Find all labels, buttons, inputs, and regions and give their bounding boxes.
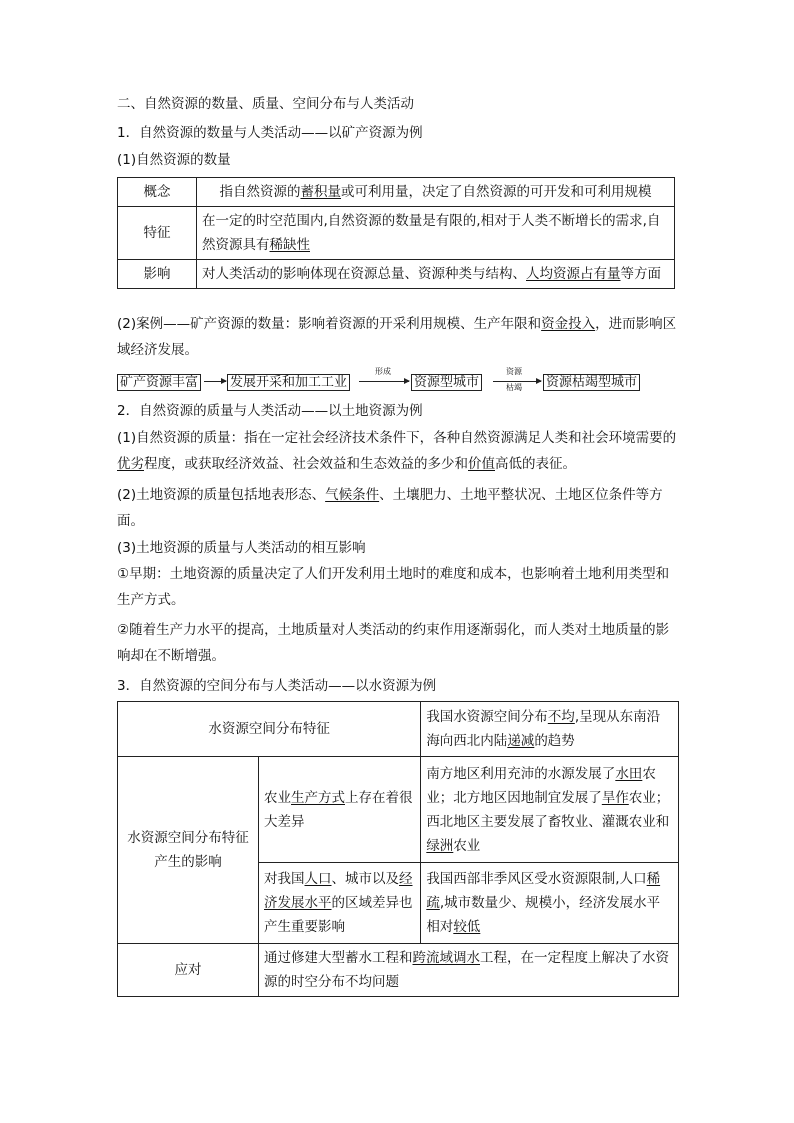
section-heading: 二、自然资源的数量、质量、空间分布与人类活动 bbox=[117, 96, 414, 112]
flow-arrow-3-label-top: 资源 bbox=[506, 367, 522, 376]
row-label: 应对 bbox=[118, 944, 259, 997]
row-value: 对人类活动的影响体现在资源总量、资源种类与结构、人均资源占有量等方面 bbox=[197, 260, 675, 289]
land-quality-paragraph: (2)土地资源的质量包括地表形态、气候条件、土壤肥力、土地平整状况、土地区位条件等方面。 bbox=[117, 487, 663, 529]
flow-arrow-2-label: 形成 bbox=[375, 367, 391, 376]
row-label: 水资源空间分布特征产生的影响 bbox=[118, 757, 259, 944]
row-value: 我国水资源空间分布不均,呈现从东南沿海向西北内陆递减的趋势 bbox=[421, 702, 679, 757]
subsection-2-title: 2．自然资源的质量与人类活动——以土地资源为例 bbox=[117, 403, 423, 419]
row-key: 影响 bbox=[118, 260, 197, 289]
flow-arrow-1 bbox=[204, 381, 226, 382]
early-period-paragraph: ①早期：土地资源的质量决定了人们开发利用土地时的难度和成本，也影响着土地利用类型和生产方式。 bbox=[117, 566, 670, 608]
row-key: 特征 bbox=[118, 207, 197, 260]
mineral-case-paragraph: (2)案例——矿产资源的数量：影响着资源的开采利用规模、生产年限和资金投入，进而影响区域经济发展。 bbox=[117, 316, 677, 358]
row-value: 在一定的时空范围内,自然资源的数量是有限的,相对于人类不断增长的需求,自然资源具有稀缺性 bbox=[197, 207, 675, 260]
row-value: 指自然资源的蓄积量或可利用量，决定了自然资源的可开发和可利用规模 bbox=[197, 178, 675, 207]
land-interaction-heading: (3)土地资源的质量与人类活动的相互影响 bbox=[117, 540, 366, 556]
flow-arrow-2 bbox=[359, 381, 409, 382]
flow-box-rich-minerals: 矿产资源丰富 bbox=[117, 374, 201, 391]
flow-box-depleted-city: 资源枯竭型城市 bbox=[543, 374, 640, 391]
sub-label: 农业生产方式上存在着很大差异 bbox=[259, 757, 421, 863]
table-row bbox=[118, 260, 675, 289]
water-resource-table bbox=[117, 701, 679, 997]
sub-label: 对我国人口、城市以及经济发展水平的区域差异也产生重要影响 bbox=[259, 863, 421, 944]
row-key: 概念 bbox=[118, 178, 197, 207]
subsection-1-title: 1．自然资源的数量与人类活动——以矿产资源为例 bbox=[117, 125, 423, 141]
row-value: 我国西部非季风区受水资源限制,人口稀疏,城市数量少、规模小，经济发展水平相对较低 bbox=[421, 863, 679, 944]
subsection-3-title: 3．自然资源的空间分布与人类活动——以水资源为例 bbox=[117, 678, 437, 694]
flow-box-mining-industry: 发展开采和加工工业 bbox=[227, 374, 350, 391]
row-label: 水资源空间分布特征 bbox=[118, 702, 421, 757]
table-row bbox=[118, 944, 679, 997]
table-row bbox=[118, 207, 675, 260]
flow-arrow-3-label-bottom: 枯竭 bbox=[506, 383, 522, 392]
row-value: 通过修建大型蓄水工程和跨流域调水工程，在一定程度上解决了水资源的时空分布不均问题 bbox=[259, 944, 679, 997]
table-row bbox=[118, 702, 679, 757]
flow-box-resource-city: 资源型城市 bbox=[411, 374, 482, 391]
resource-quantity-table bbox=[117, 177, 675, 289]
flow-arrow-3 bbox=[493, 381, 541, 382]
quality-definition-paragraph: (1)自然资源的质量：指在一定社会经济技术条件下，各种自然资源满足人类和社会环境需要的优劣程度，或获取经济效益、社会效益和生态效益的多少和价值高低的表征。 bbox=[117, 430, 677, 472]
table-row bbox=[118, 178, 675, 207]
table-row bbox=[118, 757, 679, 863]
row-value: 南方地区利用充沛的水源发展了水田农业；北方地区因地制宜发展了旱作农业；西北地区主要发展了畜牧业、灌溉农业和绿洲农业 bbox=[421, 757, 679, 863]
productivity-paragraph: ②随着生产力水平的提高，土地质量对人类活动的约束作用逐渐弱化，而人类对土地质量的影响却在不断增强。 bbox=[117, 622, 670, 664]
subsection-1-item-1: (1)自然资源的数量 bbox=[117, 152, 231, 168]
